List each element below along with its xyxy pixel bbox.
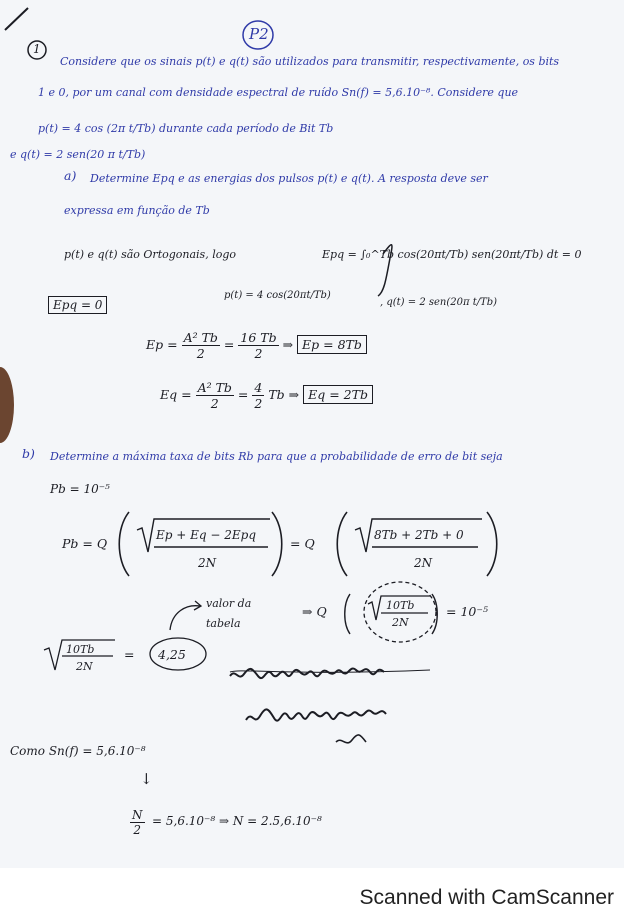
eq-result-box: Eq = 2Tb bbox=[303, 385, 373, 404]
camscanner-watermark: Scanned with CamScanner bbox=[359, 886, 614, 909]
corner-slash-mark bbox=[5, 8, 28, 30]
page-number: P2 bbox=[249, 25, 269, 43]
scribble-1 bbox=[230, 668, 384, 678]
q-argument-numerator: 10Tb bbox=[386, 599, 415, 612]
pb-numerator-2: 8Tb + 2Tb + 0 bbox=[374, 528, 464, 542]
n-fraction bbox=[130, 808, 145, 837]
ep-value-fraction: $\frac{16 Tb}{2}$ bbox=[240, 330, 277, 361]
part-b-label: b) bbox=[22, 446, 35, 461]
ep-equation: Ep = $\frac{\text{A² Tb}}{2}$ = $\frac{16 Tb}{2}$ ⇒ Ep = 8Tb bbox=[146, 330, 367, 361]
table-value-note: valor da tabela bbox=[206, 597, 252, 630]
scribble-3 bbox=[336, 735, 366, 743]
epq-integral: Epq = ∫₀^Tb cos(20πt/Tb) sen(20πt/Tb) dt = 0 bbox=[322, 248, 582, 261]
sqrt-denominator: 2N bbox=[76, 660, 93, 673]
problem-line-2: 1 e 0, por um canal com densidade espectral de ruído Sn(f) = 5,6.10⁻⁸. Considere que bbox=[38, 86, 519, 99]
q-rhs: = 10⁻⁵ bbox=[446, 604, 488, 619]
ep-formula-fraction: $\frac{\text{A² Tb}}{2}$ bbox=[183, 330, 218, 361]
eq-formula-fraction: $\frac{\text{A² Tb}}{2}$ bbox=[197, 380, 232, 411]
pb-denominator-1: 2N bbox=[198, 556, 217, 570]
question-number: 1 bbox=[33, 42, 41, 56]
part-a-label: a) bbox=[64, 168, 77, 183]
sqrt-numerator: 10Tb bbox=[66, 643, 95, 656]
ep-lhs: Ep = bbox=[146, 337, 178, 352]
scanned-page: P2 1 Considere que os sinais p(t) e q(t) são utilizados para transmitir, respectivamente, os bits 1 e 0, por um canal com densidade espectral de ruído Sn(f) = 5,6.10⁻⁸. Considere que p(t) = 4 cos (2π t/Tb) durante cada período de Bit Tb e q(t) = 2 sen(20 π t/Tb) a) Determine Epq e as energias dos pulsos p(t) e q(t). A resposta deve ser expressa em função de Tb p(t) e q(t) são Ortogonais, logo Epq = ∫₀^Tb cos(20πt/Tb) sen(20πt/Tb) dt = 0 Epq = 0 p(t) = 4 cos(20πt/Tb) , q(t) = 2 sen(20π t/Tb) Ep = $\frac{\text{A² Tb}}{2}$ = $\frac{16 Tb}{2}$ ⇒ Ep = 8Tb Eq = $\frac{\text{A² Tb}}{2}$ = $\frac{4}{2}$ Tb ⇒ Eq = 2Tb b) Determine a máxima taxa de bits Rb para que a probabilidade de erro de bit seja Pb = 10⁻⁵ Pb = Q Ep + Eq − 2Epq 2N = Q 8Tb + 2Tb + 0 2N valor da tabela ⇒ Q 10Tb 2N = 10⁻⁵ 10Tb 2N = 4,25 Como Sn(f) = 5,6.10⁻⁸ ↓ $\frac{N}{2}$ = 5,6.10⁻⁸ ⇒ N = 2.5,6.10⁻⁸ bbox=[0, 0, 624, 868]
q-definition: e q(t) = 2 sen(20 π t/Tb) bbox=[10, 148, 146, 161]
scanner-footer bbox=[0, 868, 624, 917]
n-result: = 5,6.10⁻⁸ ⇒ N = 2.5,6.10⁻⁸ bbox=[152, 814, 322, 828]
eq-equation: Eq = $\frac{\text{A² Tb}}{2}$ = $\frac{4}{2}$ Tb ⇒ Eq = 2Tb bbox=[160, 380, 373, 411]
p-definition: p(t) = 4 cos (2π t/Tb) durante cada período de Bit Tb bbox=[38, 122, 334, 135]
q-arrow: ⇒ Q bbox=[302, 604, 327, 619]
pb-given: Pb = 10⁻⁵ bbox=[50, 482, 110, 496]
sqrt-value: 4,25 bbox=[158, 647, 186, 662]
n-fraction-numerator: N bbox=[132, 808, 143, 822]
n-fraction-denominator: 2 bbox=[133, 823, 142, 837]
eq-lhs: Eq = bbox=[160, 387, 192, 402]
part-a-line-2: expressa em função de Tb bbox=[64, 204, 210, 217]
pb-equals-q: = Q bbox=[290, 536, 315, 551]
pb-denominator-2: 2N bbox=[414, 556, 433, 570]
problem-line-1: Considere que os sinais p(t) e q(t) são utilizados para transmitir, respectivamente, os bits bbox=[60, 55, 560, 68]
q-argument-denominator: 2N bbox=[392, 616, 409, 629]
p-recall: p(t) = 4 cos(20πt/Tb) bbox=[224, 290, 331, 301]
q-recall: , q(t) = 2 sen(20π t/Tb) bbox=[380, 297, 498, 308]
down-arrow: ↓ bbox=[140, 770, 153, 788]
epq-result-box: Epq = 0 bbox=[48, 296, 107, 314]
scanner-thumb bbox=[0, 367, 14, 443]
eq-value-fraction: $\frac{4}{2}$ bbox=[254, 380, 263, 411]
part-a-line-1: Determine Epq e as energias dos pulsos p(t) e q(t). A resposta deve ser bbox=[90, 172, 488, 185]
como-line: Como Sn(f) = 5,6.10⁻⁸ bbox=[10, 744, 146, 758]
scribble-2 bbox=[246, 709, 386, 720]
orthogonal-statement: p(t) e q(t) são Ortogonais, logo bbox=[64, 248, 236, 261]
ep-result-box: Ep = 8Tb bbox=[297, 335, 367, 354]
pb-numerator-1: Ep + Eq − 2Epq bbox=[156, 528, 257, 542]
pb-lhs: Pb = Q bbox=[62, 536, 108, 551]
part-b-line-1: Determine a máxima taxa de bits Rb para que a probabilidade de erro de bit seja bbox=[50, 450, 503, 463]
